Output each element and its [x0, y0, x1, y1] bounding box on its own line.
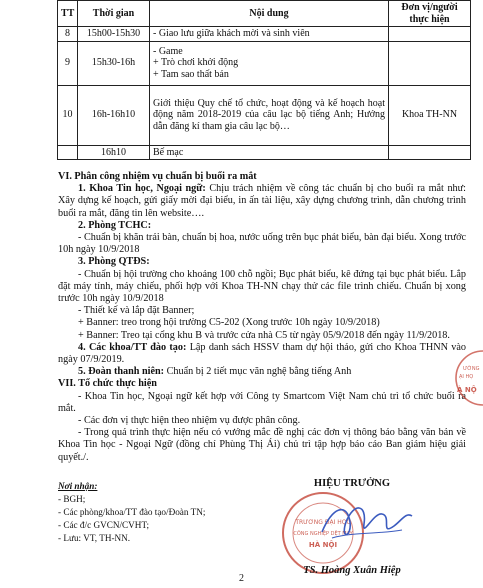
svg-text:ƯỜNG: ƯỜNG [463, 366, 480, 372]
org-text-2: - Các đơn vị thực hiện theo nhiệm vụ được phân công. [78, 415, 301, 427]
cell-content: - Giao lưu giữa khách mời và sinh viên [150, 27, 389, 42]
task-4 [58, 342, 466, 366]
cell-unit [389, 41, 471, 85]
task-1 [58, 183, 466, 220]
task-3-text-2: - Thiết kế và lắp đặt Banner; [78, 305, 195, 317]
svg-text:ẠI HỌ: ẠI HỌ [459, 374, 474, 380]
signer-title: HIỆU TRƯỞNG [313, 478, 391, 489]
cell-unit [389, 145, 471, 160]
task-4-label: 4. Các khoa/TT đào tạo: [78, 341, 187, 353]
table-row [58, 145, 471, 160]
recipient-item: - Các phòng/khoa/TT đào tạo/Đoàn TN; [58, 507, 206, 517]
recipient-item: - BGH; [58, 494, 86, 504]
svg-text:À NỘ: À NỘ [457, 386, 477, 394]
cell-content: Giới thiệu Quy chế tổ chức, hoạt động và kế hoạch hoạt động năm 2018-2019 của câu lạc bộ tiếng Anh; Hướng dẫn đăng kí tham gia câu lạc bộ… [150, 85, 389, 145]
svg-text:HÀ NỘI: HÀ NỘI [308, 541, 338, 549]
task-1-label: 1. Khoa Tin học, Ngoại ngữ: [78, 183, 206, 195]
svg-text:TRƯỜNG ĐẠI HỌC: TRƯỜNG ĐẠI HỌC [295, 519, 351, 526]
schedule-table [57, 0, 471, 160]
document-body [58, 171, 466, 464]
cell-time: 15h30-16h [78, 41, 150, 85]
partial-seal [447, 348, 483, 408]
cell-tt: 8 [58, 27, 78, 42]
task-3-label: 3. Phòng QTĐS: [78, 256, 150, 268]
task-2-text: - Chuẩn bị khăn trải bàn, chuẩn bị hoa, nước uống trên bục phát biểu, bàn đại biểu. Xong trước 10h ngày 10/9/2018 [58, 232, 466, 256]
cell-content: Bế mạc [150, 145, 389, 160]
cell-time: 16h10 [78, 145, 150, 160]
signer-name: TS. Hoàng Xuân Hiệp [303, 565, 401, 576]
recipients-heading: Nơi nhận: [58, 481, 98, 491]
task-3-text-3: + Banner: treo trong hội trường C5-202 (Xong trước 10h ngày 10/9/2018) [78, 317, 380, 329]
table-header-row [58, 1, 471, 27]
task-3-text-1: - Chuẩn bị hội trường cho khoảng 100 chỗ ngồi; Bục phát biểu, kê đứng tại bục phát biểu. Lắp đặt máy tính, máy chiếu, phối hợp với Khoa TH-NN chạy thử các file trình chiếu. Chuẩn bị xong trước 10h ngày 10/9/2018 [58, 268, 466, 305]
recipient-item: - Lưu: VT, TH-NN. [58, 533, 131, 543]
recipients-block [58, 480, 258, 545]
header-time: Thời gian [78, 1, 150, 27]
cell-tt: 10 [58, 85, 78, 145]
section-6-heading: VI. Phân công nhiệm vụ chuẩn bị buổi ra mắt [58, 171, 257, 182]
cell-time: 15h00-15h30 [78, 27, 150, 42]
svg-text:CÔNG NGHIỆP DỆT MAY: CÔNG NGHIỆP DỆT MAY [293, 531, 353, 537]
table-row [58, 41, 471, 85]
org-text-1: - Khoa Tin học, Ngoại ngữ kết hợp với Công ty Smartcom Việt Nam chủ trì tổ chức buổi ra mắt. [58, 390, 466, 414]
task-4-text: Lập danh sách HSSV tham dự hội thảo, gửi cho Khoa THNN vào ngày 07/9/2019. [58, 341, 466, 366]
cell-tt: 9 [58, 41, 78, 85]
task-3-text-4: + Banner: Treo tại cổng khu B và trước cửa nhà C5 từ ngày 05/9/2018 đến ngày 11/9/2018. [78, 329, 450, 341]
recipient-item: - Các đ/c GVCN/CVHT; [58, 520, 150, 530]
org-text-3: - Trong quá trình thực hiện nếu có vướng mắc đề nghị các đơn vị thông báo bằng văn bản về Khoa Tin học - Ngoại Ngữ (đồng chí Phùng Thị Ái) chủ trì tập hợp báo cáo Ban giám hiệu giải quyết./. [58, 427, 466, 463]
handwritten-signature [302, 492, 422, 552]
cell-time: 16h-16h10 [78, 85, 150, 145]
cell-unit [389, 27, 471, 42]
task-5-text: Chuẩn bị 2 tiết mục văn nghệ bằng tiếng Anh [164, 366, 352, 378]
task-5 [58, 366, 466, 378]
cell-content: - Game + Trò chơi khởi động + Tam sao thất bản [150, 41, 389, 85]
table-row [58, 85, 471, 145]
header-content: Nội dung [150, 1, 389, 27]
page-number: 2 [239, 573, 244, 584]
cell-tt [58, 145, 78, 160]
task-1-text: Chịu trách nhiệm về công tác chuẩn bị cho buổi ra mắt như: Xây dựng kế hoạch, gửi giấy mời đại biểu, in ấn tài liệu, xây dựng chương trình, dẫn chương trình buổi ra mắt, đăng tin lên website…. [58, 183, 466, 219]
table-row [58, 27, 471, 42]
task-5-label: 5. Đoàn thanh niên: [78, 366, 165, 378]
header-unit: Đơn vị/người thực hiện [389, 1, 471, 27]
section-7-heading: VII. Tổ chức thực hiện [58, 378, 157, 390]
header-tt: TT [58, 1, 78, 27]
task-2-label: 2. Phòng TCHC: [78, 219, 152, 231]
cell-unit: Khoa TH-NN [389, 85, 471, 145]
